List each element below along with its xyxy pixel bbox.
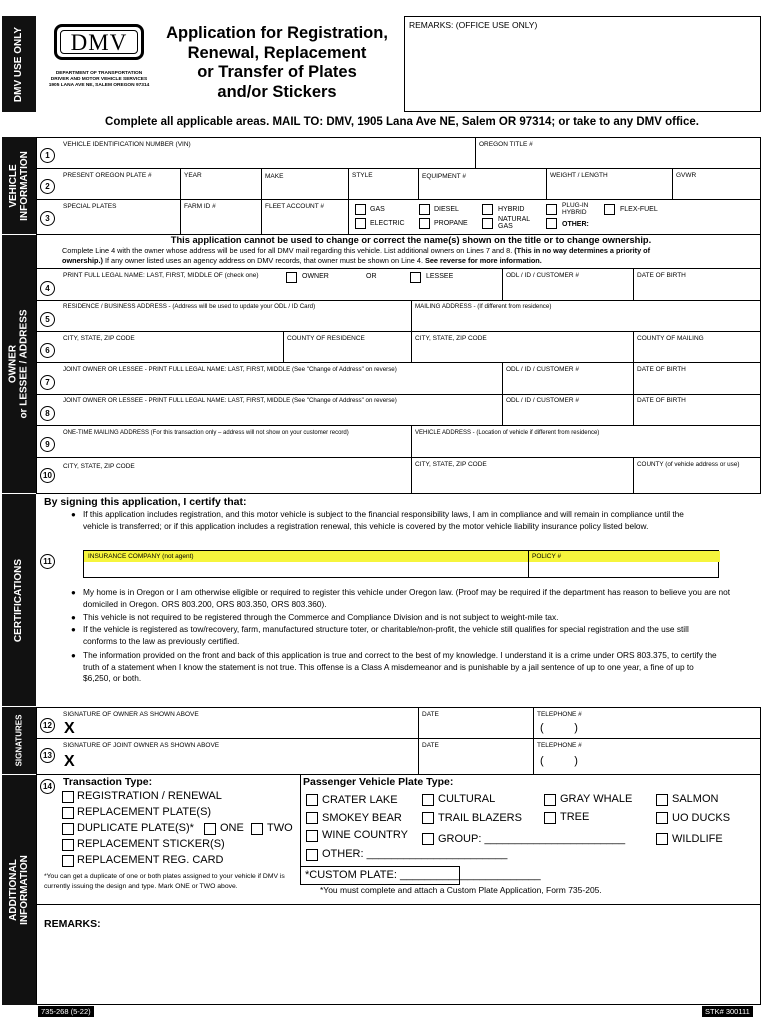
owner-instruction-2: If any owner listed uses an agency address on DMV records, that owner must be shown on Line 4. (102, 255, 425, 265)
certification-bullet-1: ● If this application includes registration, and this motor vehicle is subject to the financial responsibility laws, I am in compliance and will remain in compliance until the vehicle is transferred; or if this application includes a registration renewal, this vehicle is covered by the motor vehicle liability insurance policy listed below. (83, 509, 703, 532)
line-number-14: 14 (40, 779, 55, 794)
owner-address-tab (2, 235, 36, 493)
certification-bullet-4: ● If the vehicle is registered as tow/recovery, farm, manufactured structure toter, or charitable/non-profit, the vehicle still qualifies for special registration and the use still conforms to the law as previously certified. (83, 624, 723, 647)
registration-renewal-label: REGISTRATION / RENEWAL (77, 790, 222, 802)
odl-2-label: ODL / ID / CUSTOMER # (506, 366, 579, 373)
residence-city-label: CITY, STATE, ZIP CODE (63, 335, 135, 342)
dob-3-label: DATE OF BIRTH (637, 397, 686, 404)
form-title-line-1: Application for Registration, (166, 24, 388, 42)
line-number-3: 3 (40, 211, 55, 226)
cultural-label: CULTURAL (438, 793, 496, 805)
replacement-sticker-checkbox[interactable] (62, 839, 74, 851)
salmon-checkbox[interactable] (656, 794, 668, 806)
joint-signature-field[interactable] (80, 753, 416, 771)
vin-field[interactable] (62, 150, 474, 166)
owner-instruction-1-bold: (This in no way determines a priority of (512, 246, 651, 255)
fuel-plugin-hybrid-checkbox[interactable] (546, 204, 557, 215)
fuel-hybrid-label: HYBRID (498, 206, 525, 213)
dmv-use-only-tab (2, 16, 36, 112)
transaction-type-heading: Transaction Type: (63, 776, 153, 788)
trail-blazers-checkbox[interactable] (422, 812, 434, 824)
certification-bullet-2: ● My home is in Oregon or I am otherwise eligible or required to register this vehicle under Oregon law. (Proof may be required if the department has reason to believe you are not domiciled in Oregon. ORS 803.200, ORS 803.350, ORS 803.360). (83, 587, 743, 610)
form-title-line-4: and/or Stickers (217, 82, 337, 101)
wine-country-label: WINE COUNTRY (322, 829, 408, 841)
vehicle-information-label: VEHICLE INFORMATION (8, 150, 30, 221)
stock-number: STK# 300111 (702, 1006, 753, 1017)
remarks-label: REMARKS: (44, 918, 101, 930)
weight-length-label: WEIGHT / LENGTH (550, 172, 608, 179)
equipment-label: EQUIPMENT # (422, 173, 466, 180)
uo-ducks-checkbox[interactable] (656, 812, 668, 824)
lessee-checkbox[interactable] (410, 272, 421, 283)
vin-label: VEHICLE IDENTIFICATION NUMBER (VIN) (63, 141, 191, 148)
dmv-logo (54, 24, 144, 60)
make-label: MAKE (265, 173, 284, 180)
owner-phone-label: TELEPHONE # (537, 711, 582, 718)
crater-lake-checkbox[interactable] (306, 794, 318, 806)
joint-signature-label: SIGNATURE OF JOINT OWNER AS SHOWN ABOVE (63, 742, 220, 749)
division-name: DRIVER AND MOTOR VEHICLE SERVICES (50, 77, 148, 82)
policy-number-label: POLICY # (532, 553, 562, 560)
vehicle-city-label: CITY, STATE, ZIP CODE (415, 461, 487, 468)
county-residence-label: COUNTY OF RESIDENCE (287, 335, 365, 342)
wine-country-checkbox[interactable] (306, 830, 318, 842)
additional-information-tab (2, 775, 36, 1005)
county-mailing-label: COUNTY OF MAILING (637, 335, 704, 342)
style-label: STYLE (352, 172, 373, 179)
fuel-electric-label: ELECTRIC (370, 220, 405, 227)
fuel-other-checkbox[interactable] (546, 218, 557, 229)
custom-plate-note: *You must complete and attach a Custom Plate Application, Form 735-205. (320, 885, 602, 895)
line-number-4: 4 (40, 281, 55, 296)
replacement-sticker-label: REPLACEMENT STICKER(S) (77, 838, 225, 850)
duplicate-one-label: ONE (220, 822, 244, 834)
department-address: 1905 LANA AVE NE, SALEM OREGON 97314 (48, 83, 150, 88)
gvwr-label: GVWR (676, 172, 697, 179)
wildlife-label: WILDLIFE (672, 833, 723, 845)
uo-ducks-label: UO DUCKS (672, 812, 731, 824)
owner-phone-field[interactable]: ( ) (540, 722, 578, 734)
county-vehicle-label: COUNTY (of vehicle address or use) (637, 461, 740, 468)
cultural-checkbox[interactable] (422, 794, 434, 806)
mail-to-instructions: Complete all applicable areas. MAIL TO: DMV, 1905 Lana Ave NE, Salem OR 97314; or take to any DMV office. (105, 116, 699, 128)
fuel-diesel-checkbox[interactable] (419, 204, 430, 215)
form-title-line-2: Renewal, Replacement (187, 43, 367, 62)
year-label: YEAR (184, 172, 202, 179)
duplicate-two-label: TWO (267, 822, 293, 834)
oregon-title-label: OREGON TITLE # (479, 141, 533, 148)
joint-phone-label: TELEPHONE # (537, 742, 582, 749)
odl-3-label: ODL / ID / CUSTOMER # (506, 397, 579, 404)
joint-date-label: DATE (422, 742, 439, 749)
form-title (152, 24, 402, 102)
legal-name-label: PRINT FULL LEGAL NAME: LAST, FIRST, MIDDLE OF (check one) (63, 272, 259, 279)
wildlife-checkbox[interactable] (656, 833, 668, 845)
mailing-address-label: MAILING ADDRESS - (If different from residence) (415, 303, 552, 310)
insurance-company-field[interactable] (86, 563, 526, 576)
owner-instruction-2-bold: ownership.) (62, 255, 103, 265)
joint-owner-1-label: JOINT OWNER OR LESSEE - PRINT FULL LEGAL NAME: LAST, FIRST, MIDDLE (See "Change of Address" on reverse) (63, 366, 397, 373)
crater-lake-label: CRATER LAKE (322, 794, 398, 806)
special-plates-label: SPECIAL PLATES (63, 203, 117, 210)
owner-date-label: DATE (422, 711, 439, 718)
fuel-hybrid-checkbox[interactable] (482, 204, 493, 215)
salmon-label: SALMON (672, 793, 719, 805)
line-number-10: 10 (40, 468, 55, 483)
duplicate-plate-note: *You can get a duplicate of one or both plates assigned to your vehicle if DMV is currently issuing the design and type. Mark ONE or TWO above. (44, 873, 285, 890)
ownership-warning: This application cannot be used to change or correct the name(s) shown on the title or to change ownership. (170, 235, 652, 245)
lessee-option-label: LESSEE (426, 273, 454, 280)
owner-signature-field[interactable] (80, 720, 416, 736)
duplicate-plates-checkbox[interactable] (62, 823, 74, 835)
owner-checkbox[interactable] (286, 272, 297, 283)
joint-phone-field[interactable]: ( ) (540, 755, 578, 767)
insurance-company-label: INSURANCE COMPANY (not agent) (88, 553, 194, 560)
oregon-title-field[interactable] (477, 150, 759, 166)
owner-signature-x: X (64, 720, 75, 737)
signatures-tab (2, 707, 36, 774)
owner-address-label: OWNER or LESSEE / ADDRESS (8, 309, 31, 419)
joint-owner-2-label: JOINT OWNER OR LESSEE - PRINT FULL LEGAL NAME: LAST, FIRST, MIDDLE (See "Change of Address" on reverse) (63, 397, 397, 404)
certification-bullet-3: ● This vehicle is not required to be registered through the Commerce and Compliance Division and is not subject to weight-mile tax. (83, 612, 743, 624)
vehicle-information-tab (2, 137, 36, 234)
line-number-9: 9 (40, 437, 55, 452)
certification-heading: By signing this application, I certify that: (44, 496, 247, 508)
fuel-gas-checkbox[interactable] (355, 204, 366, 215)
smokey-bear-checkbox[interactable] (306, 812, 318, 824)
certifications-tab (2, 494, 36, 706)
line-number-5: 5 (40, 312, 55, 327)
fuel-electric-checkbox[interactable] (355, 218, 366, 229)
dmv-department-block (48, 71, 150, 89)
farm-id-label: FARM ID # (184, 203, 216, 210)
insurance-box (83, 550, 719, 578)
fuel-natural-gas-label: NATURAL GAS (498, 216, 531, 230)
other-plate-field[interactable]: OTHER: _______________________ (322, 848, 508, 860)
group-checkbox[interactable] (422, 833, 434, 845)
owner-instruction-2-reverse: See reverse for more information. (425, 255, 542, 265)
certification-bullet-5: ● The information provided on the front and back of this application is true and correct to the best of my knowledge. I understand it is a crime under ORS 803.375, to certify the truth of a statement when I know the statement is not true. This offense is a Class A misdemeanor and is punishable by a jail sentence of up to one year, a fine of up to $6,250, or both. (83, 650, 723, 685)
fuel-gas-label: GAS (370, 206, 385, 213)
line-number-2: 2 (40, 179, 55, 194)
line-number-1: 1 (40, 148, 55, 163)
trail-blazers-label: TRAIL BLAZERS (438, 812, 522, 824)
signatures-label: SIGNATURES (14, 714, 24, 767)
fuel-propane-checkbox[interactable] (419, 218, 430, 229)
one-time-city-label: CITY, STATE, ZIP CODE (63, 463, 135, 470)
fuel-flex-label: FLEX-FUEL (620, 206, 658, 213)
tree-label: TREE (560, 811, 590, 823)
mailing-city-label: CITY, STATE, ZIP CODE (415, 335, 487, 342)
dob-2-label: DATE OF BIRTH (637, 366, 686, 373)
line-number-11: 11 (40, 554, 55, 569)
one-time-mailing-label: ONE-TIME MAILING ADDRESS (For this transaction only – address will not show on your customer record) (63, 430, 349, 436)
fuel-diesel-label: DIESEL (434, 206, 459, 213)
dmv-logo-text: DMV (70, 30, 128, 55)
owner-instructions (62, 246, 760, 265)
fuel-plugin-hybrid-label: PLUG-IN HYBRID (562, 202, 589, 216)
replacement-reg-card-label: REPLACEMENT REG. CARD (77, 854, 224, 866)
line-number-8: 8 (40, 406, 55, 421)
odl-label: ODL / ID / CUSTOMER # (506, 272, 579, 279)
residence-address-label: RESIDENCE / BUSINESS ADDRESS - (Address will be used to update your ODL / ID Card) (63, 303, 316, 310)
owner-date-field[interactable] (420, 720, 530, 736)
smokey-bear-label: SMOKEY BEAR (322, 812, 402, 824)
joint-signature-x: X (64, 753, 75, 770)
remarks-field[interactable] (40, 932, 758, 1002)
gray-whale-label: GRAY WHALE (560, 793, 633, 805)
tree-checkbox[interactable] (544, 812, 556, 824)
line-number-12: 12 (40, 718, 55, 733)
vehicle-address-label: VEHICLE ADDRESS - (Location of vehicle if different from residence) (415, 430, 600, 436)
replacement-plates-label: REPLACEMENT PLATE(S) (77, 806, 212, 818)
custom-plate-field[interactable]: *CUSTOM PLATE: _______________________ (305, 869, 541, 881)
duplicate-plates-label: DUPLICATE PLATE(S)* (77, 822, 194, 834)
office-remarks-label: REMARKS: (OFFICE USE ONLY) (409, 20, 538, 30)
registration-renewal-checkbox[interactable] (62, 791, 74, 803)
or-label: OR (366, 273, 377, 280)
fuel-natural-gas-checkbox[interactable] (482, 218, 493, 229)
line-number-7: 7 (40, 375, 55, 390)
office-remarks-box[interactable] (404, 16, 761, 112)
owner-instruction-1: Complete Line 4 with the owner whose address will be used for all DMV mail regarding this vehicle. List additional owners on Lines 7 and 8. (62, 246, 513, 255)
fuel-propane-label: PROPANE (434, 220, 468, 227)
replacement-plates-checkbox[interactable] (62, 807, 74, 819)
group-field[interactable]: GROUP: _______________________ (438, 833, 626, 845)
certifications-label: CERTIFICATIONS (13, 558, 25, 642)
duplicate-two-checkbox[interactable] (251, 823, 263, 835)
dmv-use-only-label: DMV USE ONLY (13, 26, 25, 102)
additional-information-label: ADDITIONAL INFORMATION (8, 855, 30, 925)
form-number: 735-268 (5-22) (38, 1006, 94, 1017)
duplicate-one-checkbox[interactable] (204, 823, 216, 835)
present-plate-label: PRESENT OREGON PLATE # (63, 172, 152, 179)
fuel-flex-checkbox[interactable] (604, 204, 615, 215)
owner-option-label: OWNER (302, 273, 329, 280)
owner-signature-label: SIGNATURE OF OWNER AS SHOWN ABOVE (63, 711, 199, 718)
line-number-6: 6 (40, 343, 55, 358)
joint-date-field[interactable] (420, 752, 530, 770)
form-title-line-3: or Transfer of Plates (197, 63, 357, 81)
department-name: DEPARTMENT OF TRANSPORTATION (55, 71, 143, 76)
policy-number-field[interactable] (531, 563, 718, 576)
fuel-other-label: OTHER: (562, 221, 589, 228)
fleet-account-label: FLEET ACCOUNT # (265, 203, 324, 210)
plate-type-heading: Passenger Vehicle Plate Type: (303, 776, 454, 788)
replacement-reg-card-checkbox[interactable] (62, 855, 74, 867)
line-number-13: 13 (40, 748, 55, 763)
dob-label: DATE OF BIRTH (637, 272, 686, 279)
other-plate-checkbox[interactable] (306, 849, 318, 861)
gray-whale-checkbox[interactable] (544, 794, 556, 806)
